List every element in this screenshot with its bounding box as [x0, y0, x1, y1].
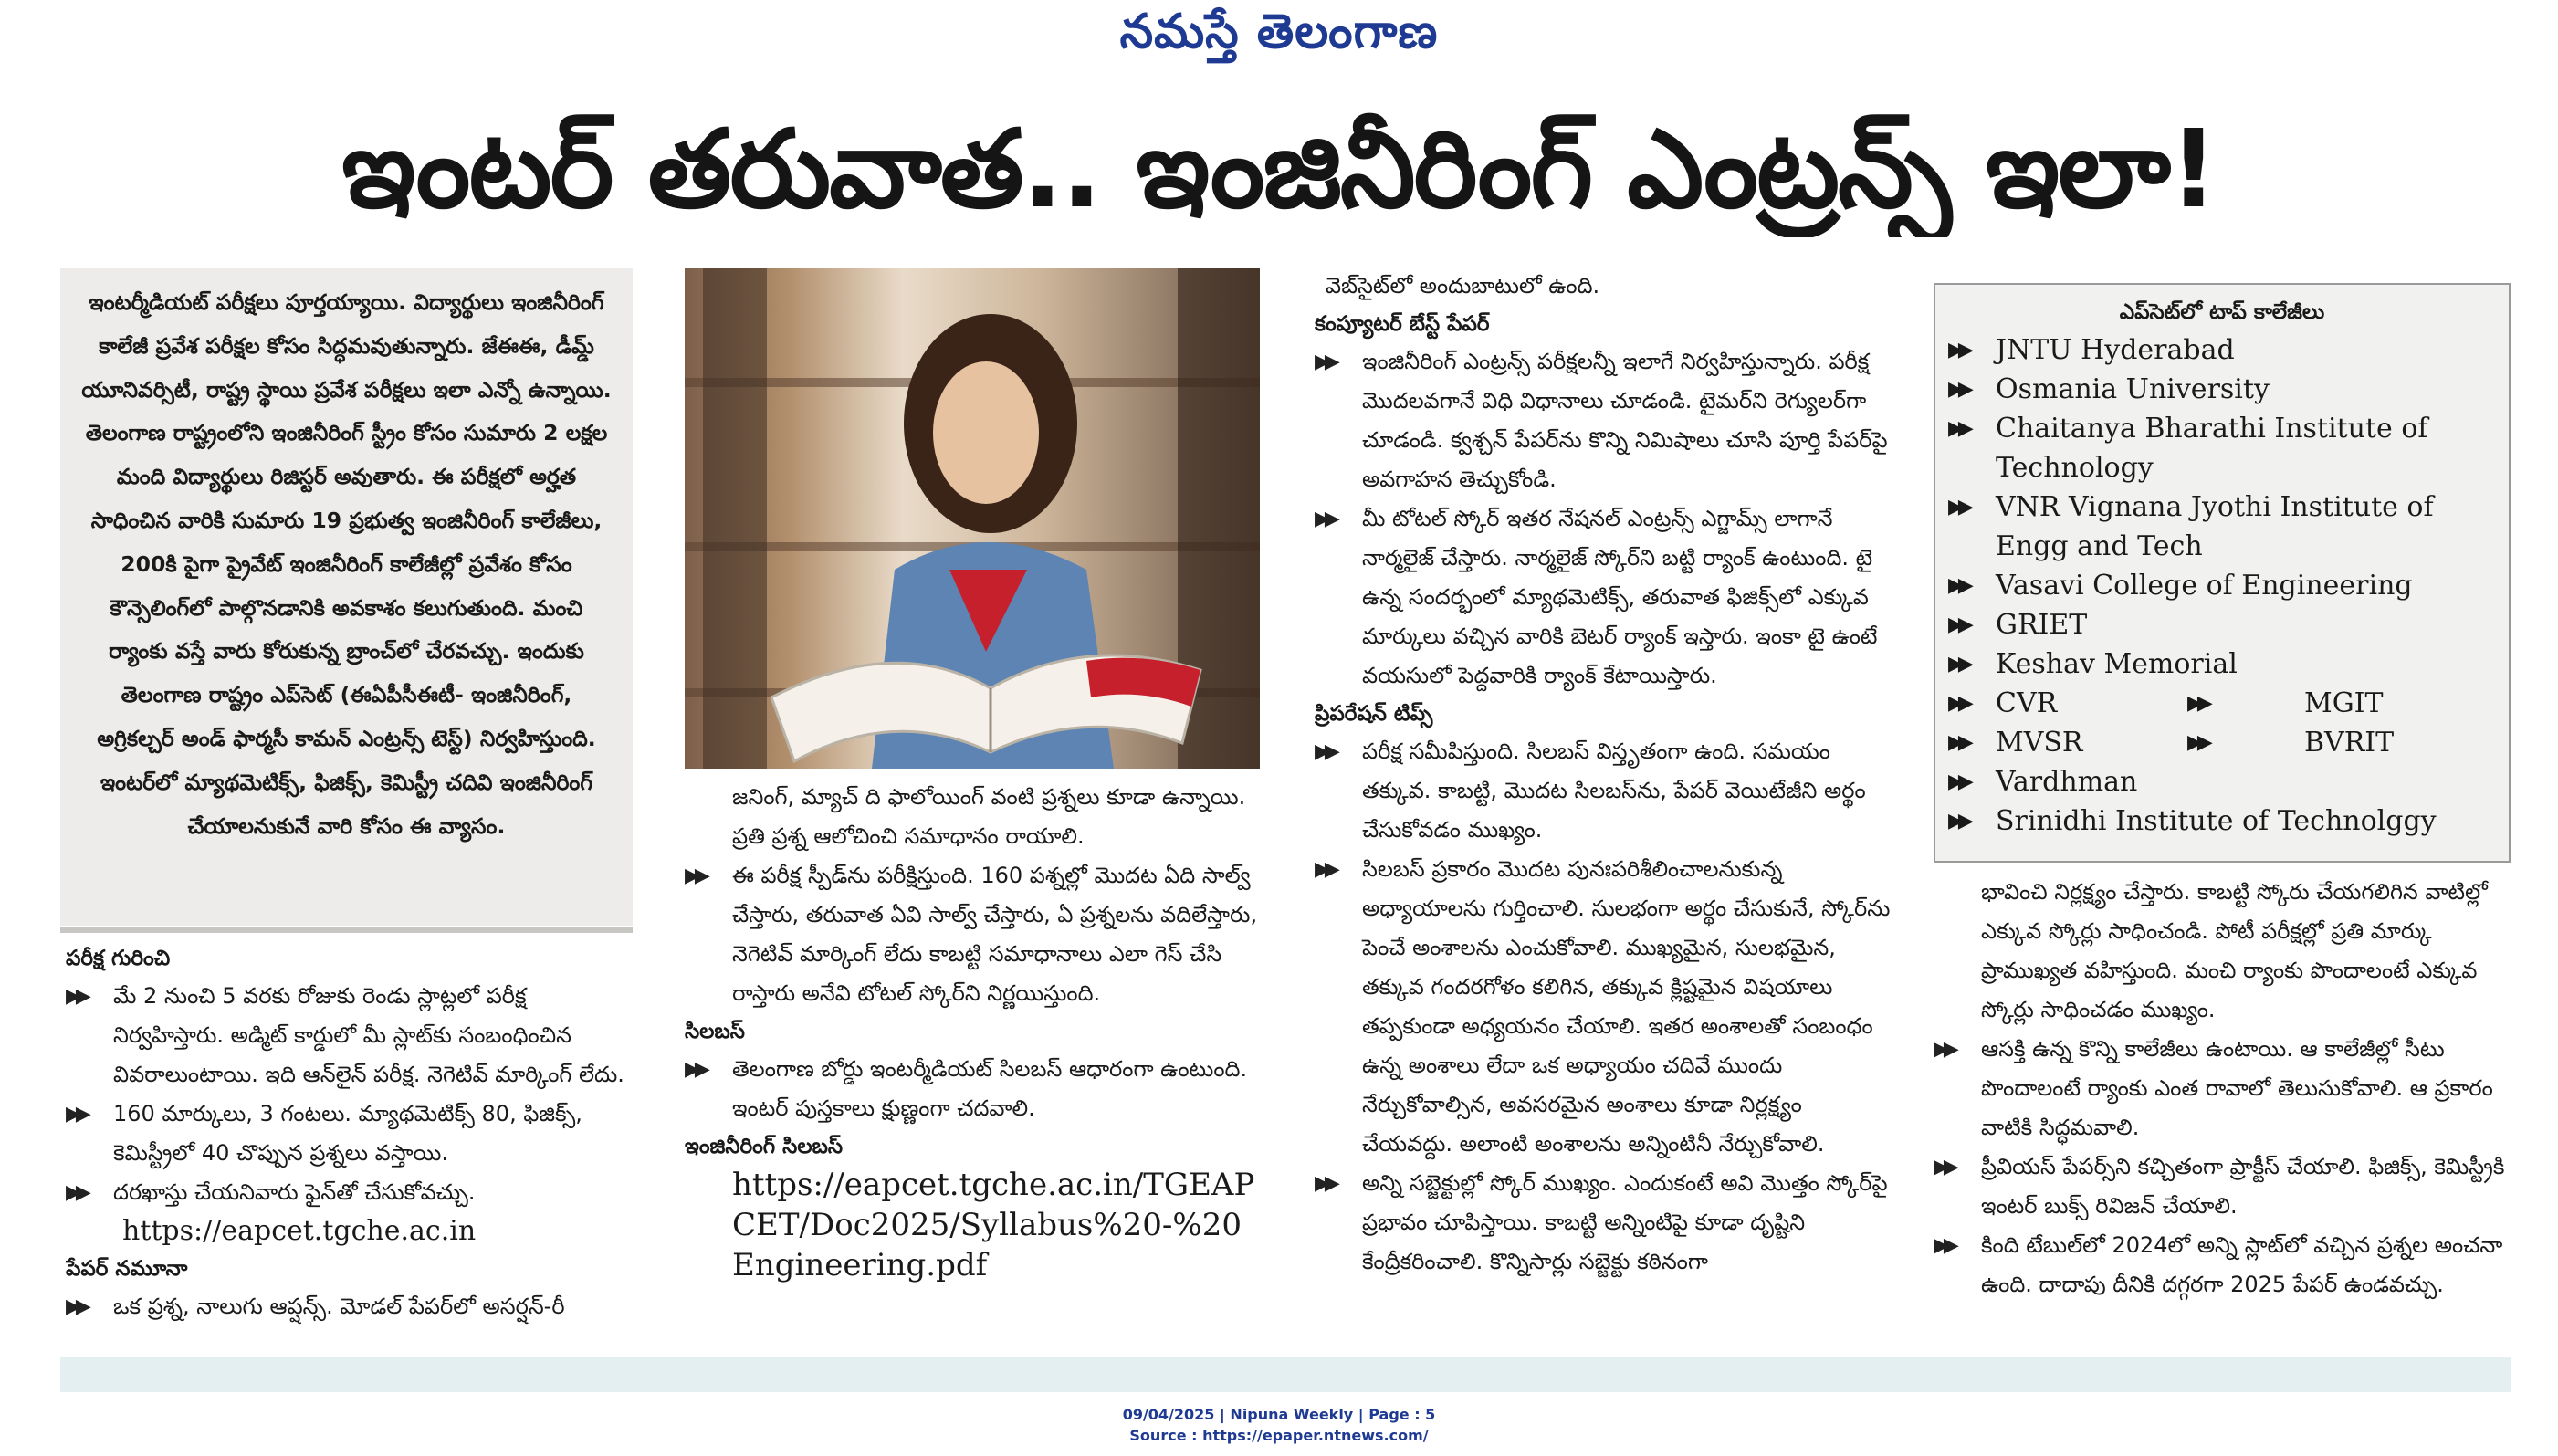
column-preparation: [1315, 267, 1895, 1353]
column-exam-info: [66, 940, 637, 1351]
top-colleges-title: ఎప్‌సెట్‌లో టాప్ కాలేజీలు: [2119, 300, 2325, 324]
bullet-item: ▶▶ 160 మార్కులు, 3 గంటలు. మ్యాథమెటిక్స్ 80, ఫిజిక్స్, కెమిస్ట్రీలో 40 చొప్పున ప్రశ్నలు వస్తాయి.: [66, 1095, 637, 1173]
footer-source-link[interactable]: Source : https://epaper.ntnews.com/: [1129, 1427, 1429, 1444]
student-reading-photo: [685, 268, 1260, 769]
college-item: ▶▶ Srinidhi Institute of Technolggy: [1948, 801, 2496, 841]
college-item: ▶▶ Keshav Memorial: [1948, 644, 2496, 684]
top-colleges-box: [1934, 283, 2511, 863]
college-item: ▶▶ CVR: [1948, 684, 2187, 723]
intro-box: [60, 268, 633, 926]
bullet-item: ▶▶ ఒక ప్రశ్న, నాలుగు ఆప్షన్స్. మోడల్ పేపర్‌లో అసర్షన్-రీ: [66, 1287, 637, 1326]
double-arrow-icon: ▶▶: [66, 1181, 86, 1204]
paragraph-continued: జనింగ్, మ్యాచ్ ది ఫాలోయింగ్ వంటి ప్రశ్నలు కూడా ఉన్నాయి. ప్రతి ప్రశ్న ఆలోచించి సమాధానం రాయాలి.: [732, 784, 1246, 849]
college-item: ▶▶ Osmania University: [1948, 370, 2496, 409]
paragraph-continued: భావించి నిర్లక్ష్యం చేస్తారు. కాబట్టి స్కోరు చేయగలిగిన వాటిల్లో ఎక్కువ స్కోర్లు సాధించండి. పోటీ పరీక్షల్లో ప్రతి మార్కు ప్రాముఖ్యత వహిస్తుంది. మంచి ర్యాంకు పొందాలంటే ఎక్కువ స్కోర్లు సాధించడం ముఖ్యం.: [1981, 879, 2488, 1022]
bullet-item: ▶▶ ప్రీవియస్ పేపర్స్‌ని కచ్చితంగా ప్రాక్టీస్ చేయాలి. ఫిజిక్స్, కెమిస్ట్రీకి ఇంటర్ బుక్స్ రివిజన్ చేయాలి.: [1934, 1147, 2514, 1226]
column-scoring-tips: [1934, 873, 2514, 1353]
college-item: ▶▶ Vardhman: [1948, 762, 2496, 801]
double-arrow-icon: ▶▶: [2187, 731, 2207, 754]
double-arrow-icon: ▶▶: [1315, 740, 1335, 763]
double-arrow-icon: ▶▶: [1315, 1172, 1335, 1195]
bullet-item: ▶▶ మే 2 నుంచి 5 వరకు రోజుకు రెండు స్లాట్లలో పరీక్ష నిర్వహిస్తారు. అడ్మిట్ కార్డులో మీ స్లాట్‌కు సంబంధించిన వివరాలుంటాయి. ఇది ఆన్‌లైన్ పరీక్ష. నెగెటివ్ మార్కింగ్ లేదు.: [66, 977, 637, 1095]
college-item: ▶▶ Vasavi College of Engineering: [1948, 566, 2496, 605]
college-item: ▶▶ BVRIT: [2187, 723, 2496, 762]
double-arrow-icon: ▶▶: [1948, 692, 1968, 715]
syllabus-pdf-link[interactable]: https://eapcet.tgche.ac.in/TGEAPCET/Doc2025/Syllabus%20-%20Engineering.pdf: [732, 1167, 1255, 1283]
double-arrow-icon: ▶▶: [66, 1295, 86, 1318]
double-arrow-icon: ▶▶: [1934, 1234, 1954, 1257]
college-list: [1948, 330, 2496, 684]
college-pair-row: [1948, 684, 2496, 723]
intro-divider: [60, 927, 633, 933]
double-arrow-icon: ▶▶: [66, 985, 86, 1008]
bullet-item: ▶▶ మీ టోటల్ స్కోర్ ఇతర నేషనల్ ఎంట్రన్స్ ఎగ్జామ్స్ లాగానే నార్మలైజ్ చేస్తారు. నార్మలైజ్ స్కోర్‌ని బట్టి ర్యాంక్ ఉంటుంది. టై ఉన్న సందర్భంలో మ్యాథమెటిక్స్, తరువాత ఫిజిక్స్‌లో ఎక్కువ మార్కులు వచ్చిన వారికి బెటర్ ర్యాంక్ ఇస్తారు. ఇంకా టై ఉంటే వయసులో పెద్దవారికి ర్యాంక్ కేటాయిస్తారు.: [1315, 499, 1895, 696]
double-arrow-icon: ▶▶: [1948, 378, 1968, 401]
double-arrow-icon: ▶▶: [1948, 613, 1968, 636]
double-arrow-icon: ▶▶: [1948, 574, 1968, 597]
double-arrow-icon: ▶▶: [66, 1103, 86, 1126]
college-item: ▶▶ GRIET: [1948, 605, 2496, 644]
section-heading-syllabus: సిలబస్: [685, 1020, 745, 1043]
college-item: ▶▶ MGIT: [2187, 684, 2496, 723]
double-arrow-icon: ▶▶: [1948, 339, 1968, 361]
double-arrow-icon: ▶▶: [1948, 770, 1968, 793]
double-arrow-icon: ▶▶: [1948, 653, 1968, 676]
college-pair-row: [1948, 723, 2496, 762]
student-figure-illustration: [685, 268, 1260, 769]
double-arrow-icon: ▶▶: [685, 864, 705, 887]
intro-text: ఇంటర్మీడియట్ పరీక్షలు పూర్తయ్యాయి. విద్యార్థులు ఇంజినీరింగ్ కాలేజీ ప్రవేశ పరీక్షల కోసం సిద్ధమవుతున్నారు. జేఈఈ, డీమ్డ్ యూనివర్సిటీ, రాష్ట్ర స్థాయి ప్రవేశ పరీక్షలు ఇలా ఎన్నో ఉన్నాయి. తెలంగాణ రాష్ట్రంలోని ఇంజినీరింగ్ స్ట్రీం కోసం సుమారు 2 లక్షల మంది విద్యార్థులు రిజిస్టర్ అవుతారు. ఈ పరీక్షలో అర్హత సాధించిన వారికి సుమారు 19 ప్రభుత్వ ఇంజినీరింగ్ కాలేజీలు, 200కి పైగా ప్రైవేట్ ఇంజినీరింగ్ కాలేజీల్లో ప్రవేశం కోసం కౌన్సెలింగ్‌లో పాల్గొనడానికి అవకాశం కలుగుతుంది. మంచి ర్యాంకు వస్తే వారు కోరుకున్న బ్రాంచ్‌లో చేరవచ్చు. ఇందుకు తెలంగాణ రాష్ట్రం ఎప్‌సెట్ (ఈఏపీసీఈటీ- ఇంజినీరింగ్, అగ్రికల్చర్ అండ్ ఫార్మసీ కామన్ ఎంట్రన్స్ టెస్ట్) నిర్వహిస్తుంది. ఇంటర్‌లో మ్యాథమెటిక్స్, ఫిజిక్స్, కెమిస్ట్రీ చదివి ఇంజినీరింగ్ చేయాలనుకునే వారి కోసం ఈ వ్యాసం.: [81, 289, 612, 839]
section-heading-engineering-syllabus: ఇంజినీరింగ్ సిలబస్: [685, 1135, 844, 1158]
section-heading-paper-pattern: పేపర్ నమూనా: [66, 1257, 188, 1281]
double-arrow-icon: ▶▶: [1948, 417, 1968, 440]
section-heading-preparation-tips: ప్రిపరేషన్ టిప్స్: [1315, 702, 1433, 726]
double-arrow-icon: ▶▶: [1315, 351, 1335, 373]
bullet-item: ▶▶ సిలబస్ ప్రకారం మొదట పునఃపరిశీలించాలనుకున్న అధ్యాయాలను గుర్తించాలి. సులభంగా అర్థం చేసుకునే, స్కోర్‌ను పెంచే అంశాలను ఎంచుకోవాలి. ముఖ్యమైన, సులభమైన, తక్కువ గందరగోళం కలిగిన, తక్కువ క్లిష్టమైన విషయాలు తప్పకుండా అధ్యయనం చేయాలి. ఇతర అంశాలతో సంబంధం ఉన్న అంశాలు లేదా ఒక అధ్యాయం చదివే ముందు నేర్చుకోవాల్సిన, అవసరమైన అంశాలు కూడా నిర్లక్ష్యం చేయవద్దు. అలాంటి అంశాలను అన్నింటినీ నేర్చుకోవాలి.: [1315, 850, 1895, 1164]
eapcet-website-link[interactable]: https://eapcet.tgche.ac.in: [122, 1215, 477, 1247]
double-arrow-icon: ▶▶: [1948, 810, 1968, 833]
section-heading-exam: పరీక్ష గురించి: [66, 947, 171, 970]
double-arrow-icon: ▶▶: [1934, 1156, 1954, 1178]
table-strip-cutoff: [60, 1357, 2511, 1392]
newspaper-masthead: నమస్తే తెలంగాణ: [1119, 4, 1439, 59]
college-item: ▶▶ Chaitanya Bharathi Institute of Technology: [1948, 409, 2496, 487]
bullet-item: ▶▶ ఈ పరీక్ష స్పీడ్‌ను పరీక్షిస్తుంది. 160 పశ్నల్లో మొదట ఏది సాల్వ్ చేస్తారు, తరువాత ఏవి సాల్వ్ చేస్తారు, ఏ ప్రశ్నలను వదిలేస్తారు, నెగెటివ్ మార్కింగ్ లేదు కాబట్టి సమాధానాలు ఎలా గెస్ చేసి రాస్తారు అనేవి టోటల్ స్కోర్‌ని నిర్ణయిస్తుంది.: [685, 856, 1260, 1013]
bullet-item: ▶▶ పరీక్ష సమీపిస్తుంది. సిలబస్ విస్తృతంగా ఉంది. సమయం తక్కువ. కాబట్టి, మొదట సిలబస్‌ను, పేపర్ వెయిటేజీని అర్థం చేసుకోవడం ముఖ్యం.: [1315, 732, 1895, 850]
section-heading-computer-based: కంప్యూటర్ బేస్ట్ పేపర్: [1315, 312, 1490, 336]
page-footer: [0, 1404, 2558, 1446]
college-item: ▶▶ VNR Vignana Jyothi Institute of Engg and Tech: [1948, 487, 2496, 566]
double-arrow-icon: ▶▶: [1948, 496, 1968, 519]
double-arrow-icon: ▶▶: [1315, 508, 1335, 530]
double-arrow-icon: ▶▶: [1948, 731, 1968, 754]
column-syllabus: [685, 778, 1260, 1344]
double-arrow-icon: ▶▶: [1315, 858, 1335, 881]
footer-date-page: 09/04/2025 | Nipuna Weekly | Page : 5: [1122, 1406, 1436, 1423]
bullet-item: ▶▶ దరఖాస్తు చేయనివారు ఫైన్‌తో చేసుకోవచ్చు.: [66, 1173, 637, 1212]
bullet-item: ▶▶ కింది టేబుల్‌లో 2024లో అన్ని స్లాట్‌లో వచ్చిన ప్రశ్నల అంచనా ఉంది. దాదాపు దీనికి దగ్గరగా 2025 పేపర్ ఉండవచ్చు.: [1934, 1226, 2514, 1304]
bullet-item: ▶▶ తెలంగాణ బోర్డు ఇంటర్మీడియట్ సిలబస్ ఆధారంగా ఉంటుంది. ఇంటర్ పుస్తకాలు క్షుణ్ణంగా చదవాలి.: [685, 1050, 1260, 1128]
paragraph-continued: వెబ్‌సైట్‌లో అందుబాటులో ఉంది.: [1326, 273, 1600, 299]
bullet-item: ▶▶ ఆసక్తి ఉన్న కొన్ని కాలేజీలు ఉంటాయి. ఆ కాలేజీల్లో సీటు పొందాలంటే ర్యాంకు ఎంత రావాలో తెలుసుకోవాలి. ఆ ప్రకారం వాటికి సిద్ధమవాలి.: [1934, 1030, 2514, 1147]
double-arrow-icon: ▶▶: [2187, 692, 2207, 715]
double-arrow-icon: ▶▶: [685, 1058, 705, 1081]
college-list: [1948, 762, 2496, 841]
college-item: ▶▶ MVSR: [1948, 723, 2187, 762]
bullet-item: ▶▶ ఇంజినీరింగ్ ఎంట్రన్స్ పరీక్షలన్నీ ఇలాగే నిర్వహిస్తున్నారు. పరీక్ష మొదలవగానే విధి విధానాలు చూడండి. టైమర్‌ని రెగ్యులర్‌గా చూడండి. క్వశ్చన్ పేపర్‌ను కొన్ని నిమిషాలు చూసి పూర్తి పేపర్‌పై అవగాహన తెచ్చుకోండి.: [1315, 342, 1895, 499]
double-arrow-icon: ▶▶: [1934, 1038, 1954, 1061]
college-item: ▶▶ JNTU Hyderabad: [1948, 330, 2496, 370]
bullet-item: ▶▶ అన్ని సబ్జెక్టుల్లో స్కోర్ ముఖ్యం. ఎందుకంటే అవి మొత్తం స్కోర్‌పై ప్రభావం చూపిస్తాయి. కాబట్టి అన్నింటిపై కూడా దృష్టిని కేంద్రీకరించాలి. కొన్నిసార్లు సబ్జెక్టు కఠినంగా: [1315, 1164, 1895, 1282]
page-title: ఇంటర్ తరువాత.. ఇంజినీరింగ్ ఎంట్రన్స్ ఇలా!: [341, 106, 2217, 232]
